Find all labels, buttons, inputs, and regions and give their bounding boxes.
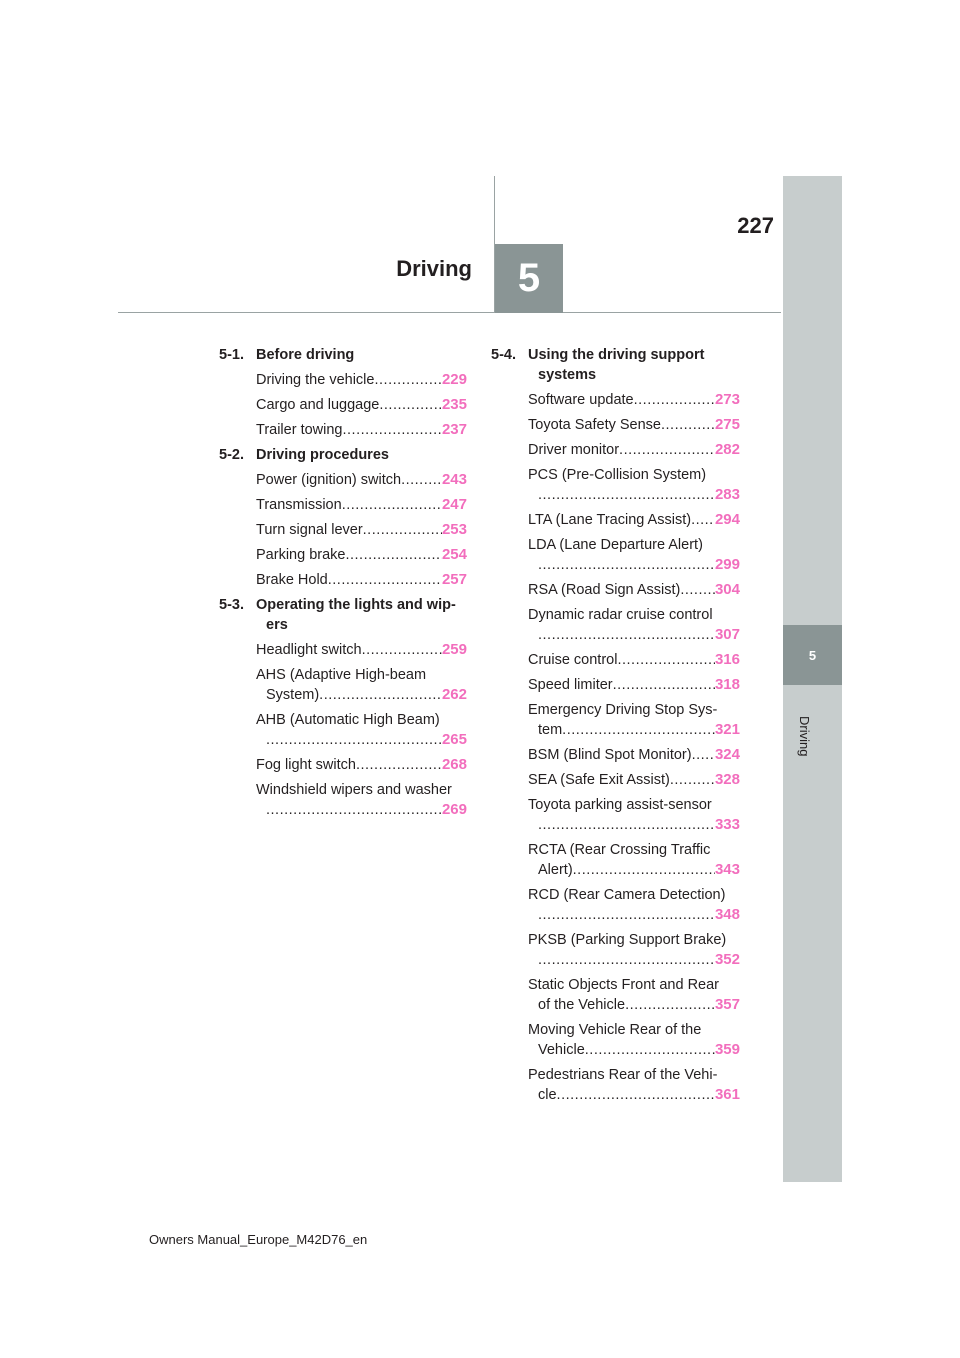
toc-item[interactable] xyxy=(528,675,740,695)
dot-leader xyxy=(670,770,715,790)
toc-item-label: Brake Hold xyxy=(256,572,328,588)
toc-entry[interactable] xyxy=(491,510,740,530)
dot-leader xyxy=(538,485,715,505)
page-number: 227 xyxy=(737,213,774,238)
toc-entry[interactable] xyxy=(491,930,740,970)
dot-leader xyxy=(345,545,442,565)
dot-leader xyxy=(625,995,715,1015)
toc-item-label: Software update xyxy=(528,392,634,408)
toc-column-left xyxy=(219,345,467,825)
dot-leader xyxy=(328,570,442,590)
toc-item-label-cont: cle xyxy=(538,1087,557,1103)
toc-item-label-cont: Alert) xyxy=(538,862,573,878)
toc-item[interactable] xyxy=(256,470,467,490)
toc-item-continuation xyxy=(528,485,740,505)
page-link[interactable]: 283 xyxy=(714,486,740,503)
dot-leader xyxy=(538,815,715,835)
dot-leader xyxy=(379,395,442,415)
section-number: 5-2. xyxy=(219,447,244,463)
toc-entry[interactable] xyxy=(219,665,467,705)
dot-leader xyxy=(342,495,442,515)
page-link[interactable]: 243 xyxy=(441,471,467,488)
toc-item[interactable] xyxy=(528,745,740,765)
dot-leader xyxy=(343,420,442,440)
toc-item-label: PKSB (Parking Support Brake) xyxy=(528,932,727,948)
toc-item-label: Speed limiter xyxy=(528,677,613,693)
toc-entry[interactable] xyxy=(491,1020,740,1060)
toc-column-right xyxy=(491,345,740,1110)
toc-item[interactable] xyxy=(256,520,467,540)
page-link[interactable]: 229 xyxy=(441,371,467,388)
toc-item[interactable] xyxy=(256,755,467,775)
dot-leader xyxy=(585,1040,715,1060)
toc-item[interactable] xyxy=(528,605,740,645)
page-link[interactable]: 294 xyxy=(714,511,740,528)
dot-leader xyxy=(362,640,442,660)
toc-item[interactable] xyxy=(256,420,467,440)
toc-entry[interactable] xyxy=(219,495,467,515)
toc-item-label: Transmission xyxy=(256,497,342,513)
toc-item-label: Moving Vehicle Rear of the xyxy=(528,1022,702,1038)
toc-item-continuation xyxy=(256,685,467,705)
page-link[interactable]: 299 xyxy=(714,556,740,573)
toc-item-continuation xyxy=(528,1085,740,1105)
toc-item[interactable] xyxy=(528,700,740,740)
toc-entry[interactable] xyxy=(491,650,740,670)
toc-item[interactable] xyxy=(256,665,467,705)
toc-item-label: SEA (Safe Exit Assist) xyxy=(528,772,670,788)
section-title: ers xyxy=(266,617,288,633)
dot-leader xyxy=(266,800,442,820)
toc-item-label: AHB (Automatic High Beam) xyxy=(256,712,440,728)
toc-item-continuation xyxy=(528,555,740,575)
toc-entry[interactable] xyxy=(491,745,740,765)
dot-leader xyxy=(356,755,442,775)
toc-entry[interactable] xyxy=(491,580,740,600)
toc-entry[interactable] xyxy=(219,520,467,540)
page-link[interactable]: 247 xyxy=(441,496,467,513)
toc-item-label: Emergency Driving Stop Sys- xyxy=(528,702,718,718)
section-number: 5-4. xyxy=(491,347,516,363)
page-link[interactable]: 343 xyxy=(714,861,740,878)
toc-item[interactable] xyxy=(256,545,467,565)
dot-leader xyxy=(661,415,715,435)
toc-item-label: Driving the vehicle xyxy=(256,372,375,388)
toc-entry[interactable] xyxy=(219,640,467,660)
toc-item-label: RCTA (Rear Crossing Traffic xyxy=(528,842,711,858)
toc-item-continuation xyxy=(256,800,467,820)
toc-item[interactable] xyxy=(528,930,740,970)
toc-item[interactable] xyxy=(256,710,467,750)
toc-item-label: Cruise control xyxy=(528,652,618,668)
toc-entry[interactable] xyxy=(491,840,740,880)
toc-item-label: LTA (Lane Tracing Assist) xyxy=(528,512,692,528)
page-link[interactable]: 269 xyxy=(441,801,467,818)
toc-entry[interactable] xyxy=(219,370,467,390)
toc-entry[interactable] xyxy=(491,440,740,460)
toc-item-continuation xyxy=(528,860,740,880)
toc-item-label: Trailer towing xyxy=(256,422,343,438)
toc-item[interactable] xyxy=(528,975,740,1015)
toc-entry[interactable] xyxy=(491,885,740,925)
toc-item-label: Toyota Safety Sense xyxy=(528,417,661,433)
page-link[interactable]: 259 xyxy=(441,641,467,658)
toc-entry[interactable] xyxy=(219,710,467,750)
toc-item-label: Windshield wipers and washer xyxy=(256,782,452,798)
toc-item-label-cont: System) xyxy=(266,687,320,703)
toc-item[interactable] xyxy=(256,495,467,515)
page-link[interactable]: 235 xyxy=(441,396,467,413)
page-link[interactable]: 321 xyxy=(714,721,740,738)
dot-leader xyxy=(557,1085,715,1105)
toc-item-label: Turn signal lever xyxy=(256,522,363,538)
toc-entry[interactable] xyxy=(219,420,467,440)
toc-item-label: BSM (Blind Spot Monitor) xyxy=(528,747,692,763)
section-number: 5-1. xyxy=(219,347,244,363)
toc-entry[interactable] xyxy=(491,975,740,1015)
toc-item-label: RSA (Road Sign Assist) xyxy=(528,582,681,598)
page-link[interactable]: 273 xyxy=(714,391,740,408)
dot-leader xyxy=(538,625,715,645)
dot-leader xyxy=(613,675,715,695)
toc-item-label-cont: of the Vehicle xyxy=(538,997,626,1013)
chapter-title: Driving xyxy=(396,256,472,281)
toc-item-label: Headlight switch xyxy=(256,642,362,658)
toc-item-label: Dynamic radar cruise control xyxy=(528,607,713,623)
page-link[interactable]: 304 xyxy=(714,581,740,598)
toc-item[interactable] xyxy=(528,1020,740,1060)
page-link[interactable]: 324 xyxy=(714,746,740,763)
side-tab-chapter-number[interactable]: 5 xyxy=(783,625,842,685)
dot-leader xyxy=(692,745,715,765)
toc-item[interactable] xyxy=(528,440,740,460)
toc-item[interactable] xyxy=(256,780,467,820)
toc-item-label: Pedestrians Rear of the Vehi- xyxy=(528,1067,718,1083)
dot-leader xyxy=(619,440,715,460)
toc-item[interactable] xyxy=(256,570,467,590)
dot-leader xyxy=(538,950,715,970)
page-link[interactable]: 357 xyxy=(714,996,740,1013)
header-horizontal-rule xyxy=(118,312,781,313)
toc-item-label-cont: tem xyxy=(538,722,563,738)
toc-item[interactable] xyxy=(528,580,740,600)
toc-item-label: RCD (Rear Camera Detection) xyxy=(528,887,726,903)
toc-entry[interactable] xyxy=(491,1065,740,1105)
toc-entry[interactable] xyxy=(491,795,740,835)
section-title: Driving procedures xyxy=(256,447,389,463)
toc-item-continuation xyxy=(528,905,740,925)
toc-entry[interactable] xyxy=(219,470,467,490)
toc-entry[interactable] xyxy=(219,780,467,820)
page-link[interactable]: 262 xyxy=(441,686,467,703)
section-title: systems xyxy=(538,367,597,383)
section-number: 5-3. xyxy=(219,597,244,613)
dot-leader xyxy=(538,905,715,925)
page-link[interactable]: 316 xyxy=(714,651,740,668)
toc-item[interactable] xyxy=(256,370,467,390)
toc-entry[interactable] xyxy=(491,535,740,575)
page-link[interactable]: 275 xyxy=(714,416,740,433)
dot-leader xyxy=(374,370,441,390)
dot-leader xyxy=(617,650,715,670)
section-title: Using the driving support xyxy=(528,347,705,363)
toc-item-label: PCS (Pre-Collision System) xyxy=(528,467,707,483)
toc-entry[interactable] xyxy=(491,465,740,505)
dot-leader xyxy=(401,470,442,490)
dot-leader xyxy=(538,555,715,575)
toc-entry[interactable] xyxy=(491,605,740,645)
dot-leader xyxy=(573,860,715,880)
toc-item-continuation xyxy=(528,1040,740,1060)
toc-entry[interactable] xyxy=(491,675,740,695)
dot-leader xyxy=(266,730,442,750)
toc-item-label: Parking brake xyxy=(256,547,346,563)
dot-leader xyxy=(680,580,715,600)
chapter-number-box: 5 xyxy=(495,244,563,313)
toc-item-label: Fog light switch xyxy=(256,757,356,773)
toc-item[interactable] xyxy=(528,465,740,505)
toc-entry[interactable] xyxy=(491,700,740,740)
toc-entry[interactable] xyxy=(219,545,467,565)
page-link[interactable]: 328 xyxy=(714,771,740,788)
toc-item-label: Power (ignition) switch xyxy=(256,472,402,488)
page-link[interactable]: 333 xyxy=(714,816,740,833)
toc-section xyxy=(219,345,467,365)
page-link[interactable]: 253 xyxy=(441,521,467,538)
section-title: Operating the lights and wip- xyxy=(256,597,456,613)
page-link[interactable]: 268 xyxy=(441,756,467,773)
page-link[interactable]: 307 xyxy=(714,626,740,643)
toc-entry[interactable] xyxy=(491,770,740,790)
toc-entry[interactable] xyxy=(491,415,740,435)
toc-item-continuation xyxy=(528,995,740,1015)
toc-item-label: Static Objects Front and Rear xyxy=(528,977,719,993)
toc-item-label: Driver monitor xyxy=(528,442,620,458)
toc-item-continuation xyxy=(528,625,740,645)
page-link[interactable]: 348 xyxy=(714,906,740,923)
toc-item-continuation xyxy=(528,950,740,970)
toc-item-label: Cargo and luggage xyxy=(256,397,380,413)
toc-section xyxy=(219,445,467,465)
toc-item[interactable] xyxy=(528,650,740,670)
section-title: Before driving xyxy=(256,347,355,363)
toc-item[interactable] xyxy=(528,510,740,530)
toc-item[interactable] xyxy=(528,415,740,435)
toc-entry[interactable] xyxy=(219,395,467,415)
toc-item-continuation xyxy=(528,720,740,740)
toc-item-label-cont: Vehicle xyxy=(538,1042,585,1058)
footer-text: Owners Manual_Europe_M42D76_en xyxy=(149,1232,368,1247)
page-link[interactable]: 282 xyxy=(714,441,740,458)
page-link[interactable]: 359 xyxy=(714,1041,740,1058)
toc-section xyxy=(491,345,740,385)
dot-leader xyxy=(363,520,442,540)
toc-item-label: Toyota parking assist-sensor xyxy=(528,797,712,813)
toc-item[interactable] xyxy=(528,1065,740,1105)
page-link[interactable]: 318 xyxy=(714,676,740,693)
page-link[interactable]: 352 xyxy=(714,951,740,968)
toc-item[interactable] xyxy=(528,535,740,575)
toc-item[interactable] xyxy=(256,395,467,415)
toc-item-continuation xyxy=(528,815,740,835)
toc-item[interactable] xyxy=(528,885,740,925)
page-link[interactable]: 361 xyxy=(714,1086,740,1103)
toc-section xyxy=(219,595,467,635)
toc-item-label: AHS (Adaptive High-beam xyxy=(256,667,427,683)
page-link[interactable]: 265 xyxy=(441,731,467,748)
toc-item-label: LDA (Lane Departure Alert) xyxy=(528,537,703,553)
dot-leader xyxy=(634,390,715,410)
toc-item-continuation xyxy=(256,730,467,750)
dot-leader xyxy=(691,510,715,530)
toc-entry[interactable] xyxy=(491,390,740,410)
toc-item[interactable] xyxy=(528,795,740,835)
toc-item[interactable] xyxy=(528,840,740,880)
side-tab-label: Driving xyxy=(797,716,812,757)
toc-entry[interactable] xyxy=(219,755,467,775)
page-link[interactable]: 237 xyxy=(441,421,467,438)
toc-item[interactable] xyxy=(528,770,740,790)
page-link[interactable]: 257 xyxy=(441,571,467,588)
toc-item[interactable] xyxy=(528,390,740,410)
page-link[interactable]: 254 xyxy=(441,546,467,563)
toc-entry[interactable] xyxy=(219,570,467,590)
dot-leader xyxy=(319,685,442,705)
toc-item[interactable] xyxy=(256,640,467,660)
dot-leader xyxy=(562,720,715,740)
